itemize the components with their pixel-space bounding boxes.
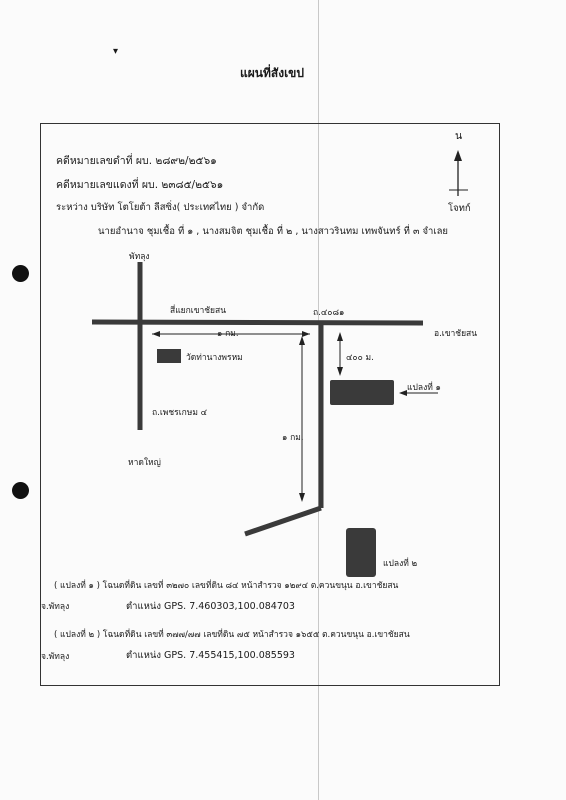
- label-1km-horizontal: ๑ กม.: [217, 329, 239, 339]
- case-black-number: คดีหมายเลขดำที่ ผบ. ๒๘๙๒/๒๕๖๑: [56, 155, 217, 167]
- defendants-line: นายอำนาจ ชุมเชื้อ ที่ ๑ , นางสมจิต ชุมเชื้อ ที่ ๒ , นางสาวรินทม เทพจันทร์ ที่ ๓ จำเลย: [98, 226, 448, 237]
- distance-arrow-400m: [337, 332, 343, 376]
- side-road-bend: [245, 508, 321, 534]
- plot1-gps: ตำแหน่ง GPS. 7.460303,100.084703: [126, 601, 295, 612]
- plot1-province: จ.พัทลุง: [41, 602, 70, 612]
- case-red-number: คดีหมายเลขแดงที่ ผบ. ๒๓๘๕/๒๕๖๑: [56, 179, 224, 191]
- plot2-province: จ.พัทลุง: [41, 652, 70, 662]
- north-label: น: [455, 130, 463, 142]
- temple-marker: [157, 349, 181, 363]
- plot2-gps: ตำแหน่ง GPS. 7.455415,100.085593: [126, 650, 295, 661]
- label-plot1: แปลงที่ ๑: [407, 383, 441, 393]
- page-title: แผนที่สังเขป: [240, 66, 304, 80]
- plot1-deed: ( แปลงที่ ๑ ) โฉนดที่ดิน เลขที่ ๓๒๗๐ เลขที่ดิน ๘๔ หน้าสำรวจ ๑๒๙๔ ต.ควนขนุน อ.เขาชัยสน: [54, 581, 399, 591]
- label-400m: ๔๐๐ ม.: [346, 353, 374, 363]
- label-1km-vertical: ๑ กม.: [282, 433, 304, 443]
- label-intersection: สี่แยกเขาชัยสน: [170, 306, 227, 316]
- plot2-deed: ( แปลงที่ ๒ ) โฉนดที่ดิน เลขที่ ๓๗๗/๗๗ เลขที่ดิน ๗๕ หน้าสำรวจ ๑๖๕๕ ต.ควนขนุน อ.เขาชัยสน: [54, 630, 410, 640]
- label-road-number: ถ.๔๐๘๑: [313, 308, 345, 318]
- label-khao-chaison: อ.เขาชัยสน: [434, 329, 478, 339]
- plot2-parcel: [346, 528, 376, 577]
- north-arrow-icon: [449, 150, 468, 196]
- label-hat-yai: หาดใหญ่: [128, 458, 161, 468]
- between-parties: ระหว่าง บริษัท โตโยต้า ลีสซิ่ง( ประเทศไทย ) จำกัด: [56, 202, 265, 213]
- plot1-parcel: [330, 380, 394, 405]
- label-temple: วัดท่านางพรหม: [186, 353, 243, 363]
- plaintiff-label: โจทก์: [448, 203, 471, 214]
- label-plot2: แปลงที่ ๒: [383, 559, 418, 569]
- label-highway: ถ.เพชรเกษม ๔: [152, 408, 208, 418]
- scan-speck: ▾: [113, 46, 119, 57]
- label-phatthalung: พัทลุง: [129, 252, 150, 262]
- distance-arrow-vertical: [299, 336, 305, 502]
- road-4081: [92, 322, 423, 323]
